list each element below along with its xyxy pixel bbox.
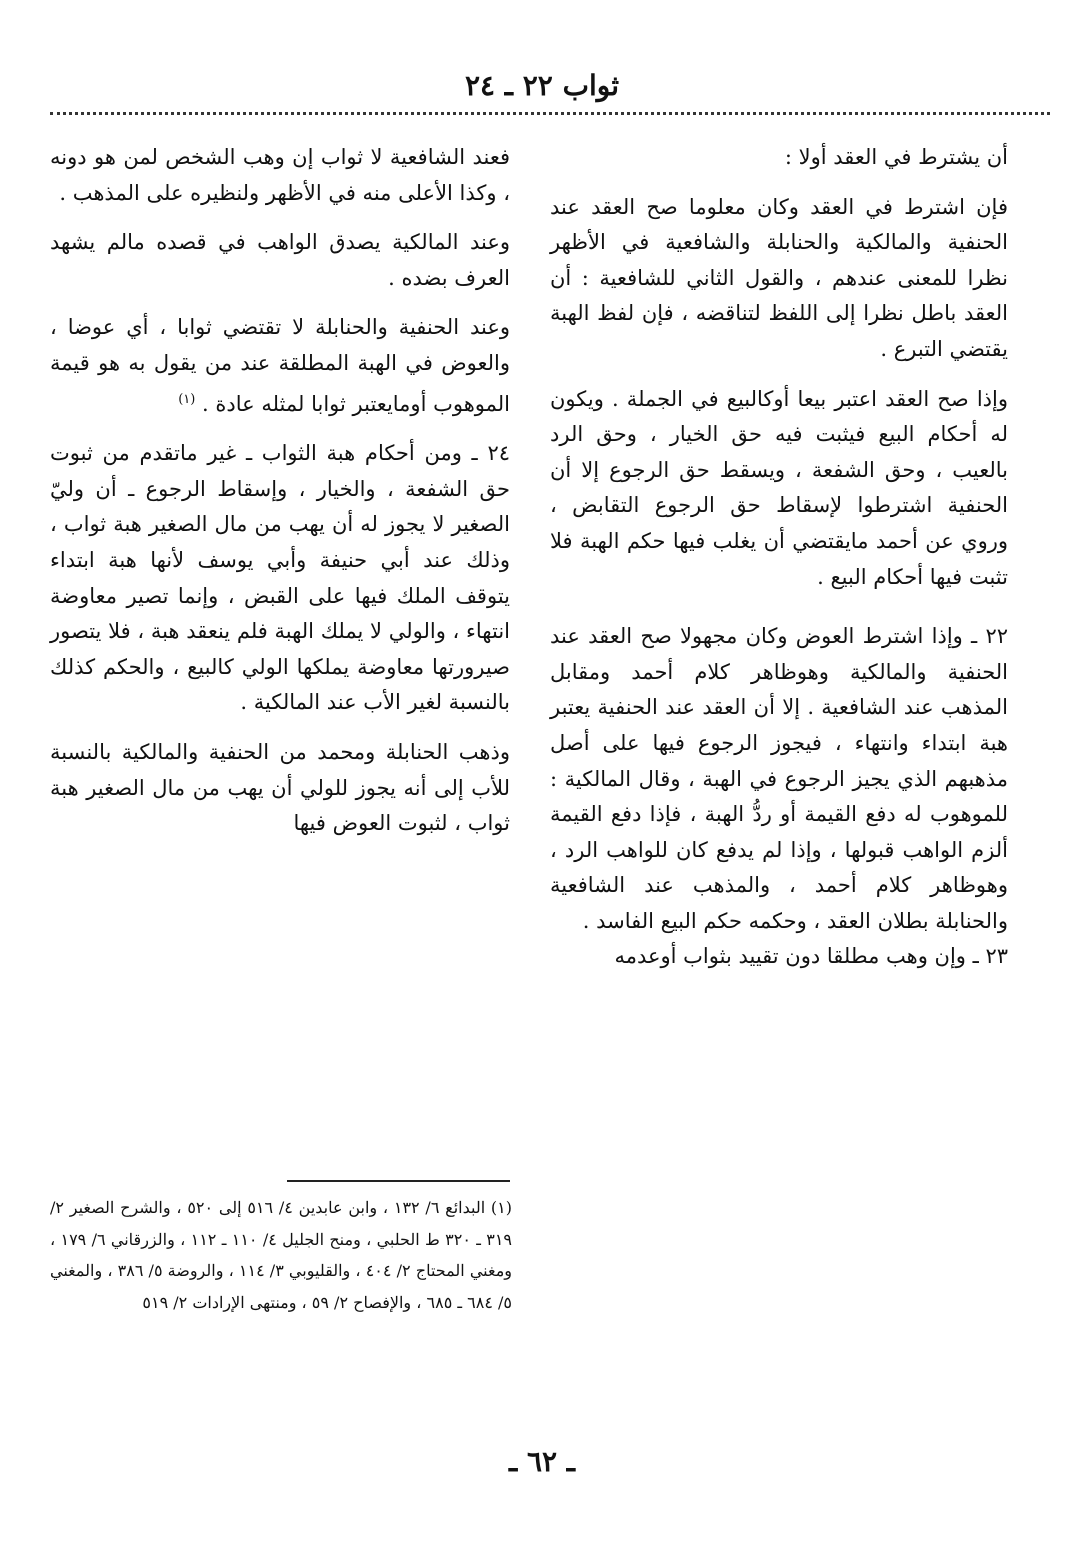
- paragraph: وذهب الحنابلة ومحمد من الحنفية والمالكية بالنسبة للأب إلى أنه يجوز للولي أن يهب من مال الصغير هبة ثواب ، لثبوت العوض فيها: [50, 739, 510, 836]
- page-number: ـ ٦٢ ـ: [509, 1445, 575, 1478]
- left-column: [50, 140, 510, 842]
- paragraph-section-22: ٢٢ ـ وإذا اشترط العوض وكان مجهولا صح العقد عند الحنفية والمالكية وهوظاهر كلام أحمد ومقابل المذهب عند الشافعية . إلا أن العقد عند الحنفية يعتبر هبة ابتداء وانتهاء ، فيجوز الرجوع فيها على أصل مذهبهم الذي يجيز الرجوع في الهبة ، وقال المالكية : للموهوب له دفع القيمة أو ردُّ الهبة ، فإذا دفع القيمة ألزم الواهب قبولها ، وإذا لم يدفع كان للواهب الرد ، وهوظاهر كلام أحمد ، والمذهب عند الشافعية والحنابلة بطلان العقد ، وحكمه حكم البيع الفاسد .: [550, 624, 1008, 933]
- header-dotted-rule: [50, 112, 1050, 115]
- paragraph: أن يشترط في العقد أولا :: [784, 145, 1008, 169]
- footnote-marker: (١): [178, 391, 196, 407]
- footnote-item: (١) البدائع ٦/ ١٣٢ ، وابن عابدين ٤/ ٥١٦ إلى ٥٢٠ ، والشرح الصغير ٢/ ٣١٩ ـ ٣٢٠ ط الحلبي ، ومنح الجليل ٤/ ١١٠ ـ ١١٢ ، والزرقاني ٦/ ١٧٩ ، ومغني المحتاج ٢/ ٤٠٤ ، والقليوبي ٣/ ١١٤ ، والروضة ٥/ ٣٨٦ ، والمغني ٥/ ٦٨٤ ـ ٦٨٥ ، والإفصاح ٢/ ٥٩ ، ومنتهى الإرادات ٢/ ٥١٩: [50, 1198, 513, 1312]
- page-header-title: ثواب ٢٢ ـ ٢٤: [464, 69, 619, 102]
- paragraph: فعند الشافعية لا ثواب إن وهب الشخص لمن هو دونه ، وكذا الأعلى منه في الأظهر ولنظيره على المذهب .: [50, 145, 510, 205]
- paragraph: وإذا صح العقد اعتبر بيعا أوكالبيع في الجملة . ويكون له أحكام البيع فيثبت فيه حق الخيار ، وحق الرد بالعيب ، وحق الشفعة ، ويسقط حق الرجوع إلا أن الحنفية اشترطوا لإسقاط حق الرجوع التقابض ، وروي عن أحمد مايقتضي أن يغلب فيها حكم الهبة فلا تثبت فيها أحكام البيع .: [550, 386, 1008, 589]
- paragraph: فإن اشترط في العقد وكان معلوما صح العقد عند الحنفية والمالكية والحنابلة والشافعية في الأظهر نظرا للمعنى عندهم ، والقول الثاني للشافعية : أن العقد باطل نظرا إلى اللفظ لتناقضه ، فإن لفظ الهبة يقتضي التبرع .: [550, 194, 1008, 361]
- right-column: [550, 140, 1008, 975]
- footnotes: [50, 1192, 512, 1318]
- footnote-separator: [287, 1180, 510, 1182]
- paragraph: [50, 310, 510, 422]
- paragraph-text: وعند الحنفية والحنابلة لا تقتضي ثوابا ، أي عوضا ، والعوض في الهبة المطلقة عند من يقول به هو قيمة الموهوب أومايعتبر ثوابا لمثله عادة .: [50, 315, 510, 416]
- paragraph-section-23: ٢٣ ـ وإن وهب مطلقا دون تقييد بثواب أوعدمه: [614, 944, 1008, 969]
- paragraph: وعند المالكية يصدق الواهب في قصده مالم يشهد العرف بضده .: [50, 230, 510, 290]
- paragraph-section-24: ٢٤ ـ ومن أحكام هبة الثواب ـ غير ماتقدم من ثبوت حق الشفعة ، والخيار ، وإسقاط الرجوع ـ أن وليّ الصغير لا يجوز له أن يهب من مال الصغير هبة ثواب ، وذلك عند أبي حنيفة وأبي يوسف لأنها هبة ابتداء يتوقف الملك فيها على القبض ، وإنما تصير معاوضة انتهاء ، والولي لا يملك الهبة فلم ينعقد هبة ، فلا يتصور صيرورتها معاوضة يملكها الولي كالبيع ، والحكم كذلك بالنسبة لغير الأب عند المالكية .: [50, 441, 510, 715]
